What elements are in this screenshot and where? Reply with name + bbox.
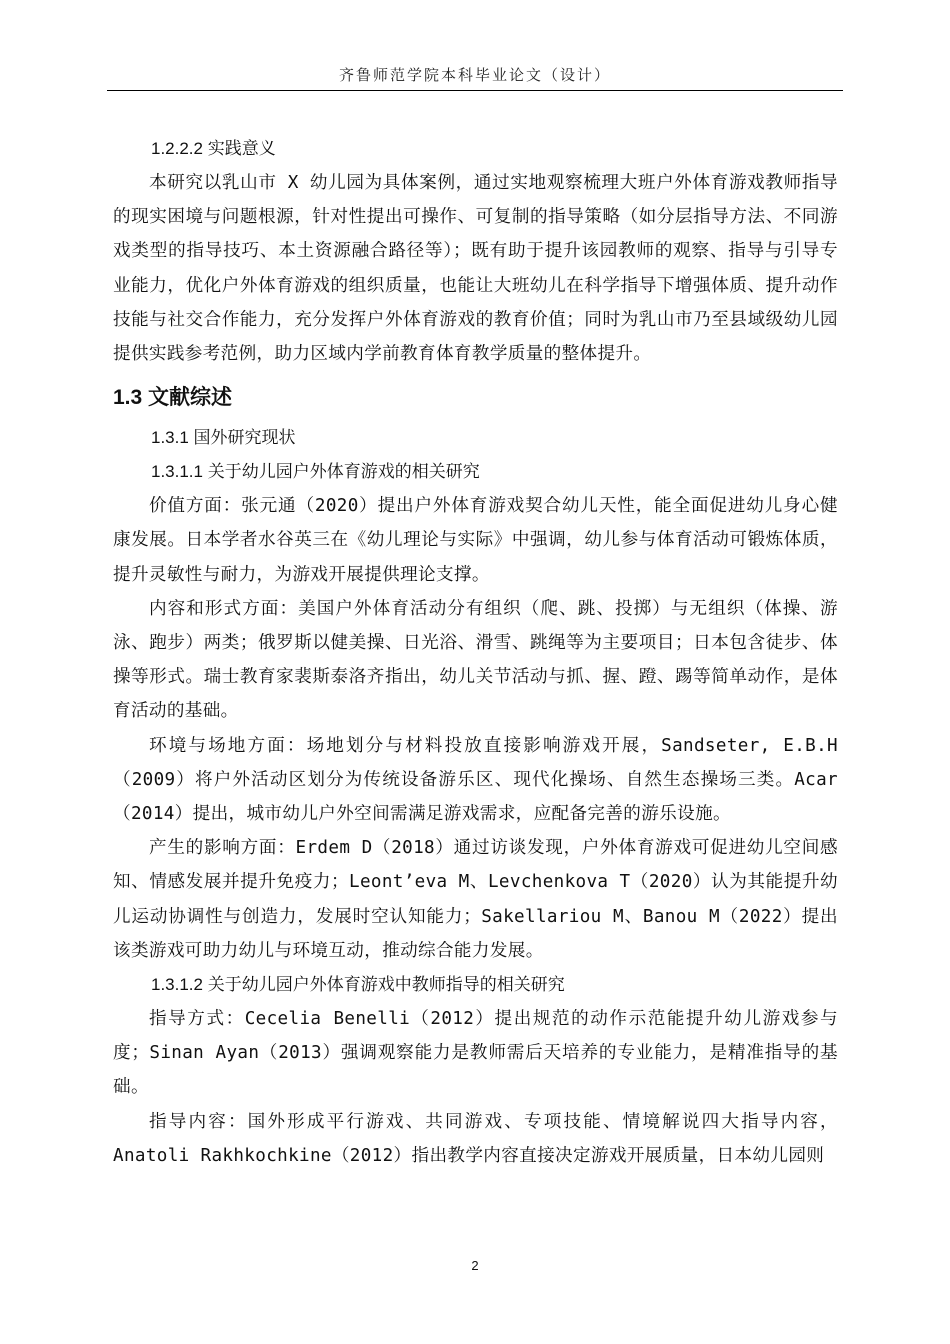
heading-1-3-1-1: 1.3.1.1 关于幼儿园户外体育游戏的相关研究 [151, 462, 480, 482]
heading-1-3-literature-review: 1.3 文献综述 [113, 386, 233, 410]
page-header: 齐鲁师范学院本科毕业论文（设计） [338, 66, 611, 84]
heading-1-3-1-2: 1.3.1.2 关于幼儿园户外体育游戏中教师指导的相关研究 [151, 975, 565, 995]
paragraph-practical-significance: 本研究以乳山市 X 幼儿园为具体案例，通过实地观察梳理大班户外体育游戏教师指导的现实困境与问题根源，针对性提出可操作、可复制的指导策略（如分层指导方法、不同游戏类型的指导技巧、本土资源融合路径等）；既有助于提升该园教师的观察、指导与引导专业能力，优化户外体育游戏的组织质量，也能让大班幼儿在科学指导下增强体质、提升动作技能与社交合作能力，充分发挥户外体育游戏的教育价值；同时为乳山市乃至县域级幼儿园提供实践参考范例，助力区域内学前教育体育教学质量的整体提升。 [113, 173, 838, 365]
paragraph-guidance-content: 指导内容：国外形成平行游戏、共同游戏、专项技能、情境解说四大指导内容，Anatoli Rakhkochkine（2012）指出教学内容直接决定游戏开展质量，日本幼儿园则 [113, 1111, 838, 1166]
heading-1-3-1: 1.3.1 国外研究现状 [151, 428, 296, 448]
paragraph-environment: 环境与场地方面：场地划分与材料投放直接影响游戏开展，Sandseter, E.B.H（2009）将户外活动区划分为传统设备游乐区、现代化操场、自然生态操场三类。Acar（2014）提出，城市幼儿户外空间需满足游戏需求，应配备完善的游乐设施。 [113, 735, 838, 825]
page-number: 2 [471, 1258, 479, 1273]
paragraph-content-form: 内容和形式方面：美国户外体育活动分有组织（爬、跳、投掷）与无组织（体操、游泳、跑步）两类；俄罗斯以健美操、日光浴、滑雪、跳绳等为主要项目；日本包含徒步、体操等形式。瑞士教育家裴斯泰洛齐指出，幼儿关节活动与抓、握、蹬、踢等简单动作，是体育活动的基础。 [113, 598, 838, 722]
header-rule [107, 90, 843, 91]
paragraph-value: 价值方面：张元通（2020）提出户外体育游戏契合幼儿天性，能全面促进幼儿身心健康发展。日本学者水谷英三在《幼儿理论与实际》中强调，幼儿参与体育活动可锻炼体质，提升灵敏性与耐力，为游戏开展提供理论支撑。 [113, 496, 838, 585]
paragraph-impact: 产生的影响方面：Erdem D（2018）通过访谈发现，户外体育游戏可促进幼儿空间感知、情感发展并提升免疫力；Leont’eva M、Levchenkova T（2020）认为其能提升幼儿运动协调性与创造力，发展时空认知能力；Sakellariou M、Banou M（2022）提出该类游戏可助力幼儿与环境互动，推动综合能力发展。 [113, 838, 838, 961]
paragraph-guidance-method: 指导方式：Cecelia Benelli（2012）提出规范的动作示范能提升幼儿游戏参与度；Sinan Ayan（2013）强调观察能力是教师需后天培养的专业能力，是精准指导的基础。 [113, 1009, 838, 1098]
heading-1-2-2-2: 1.2.2.2 实践意义 [151, 139, 276, 158]
page-body [113, 132, 838, 1173]
